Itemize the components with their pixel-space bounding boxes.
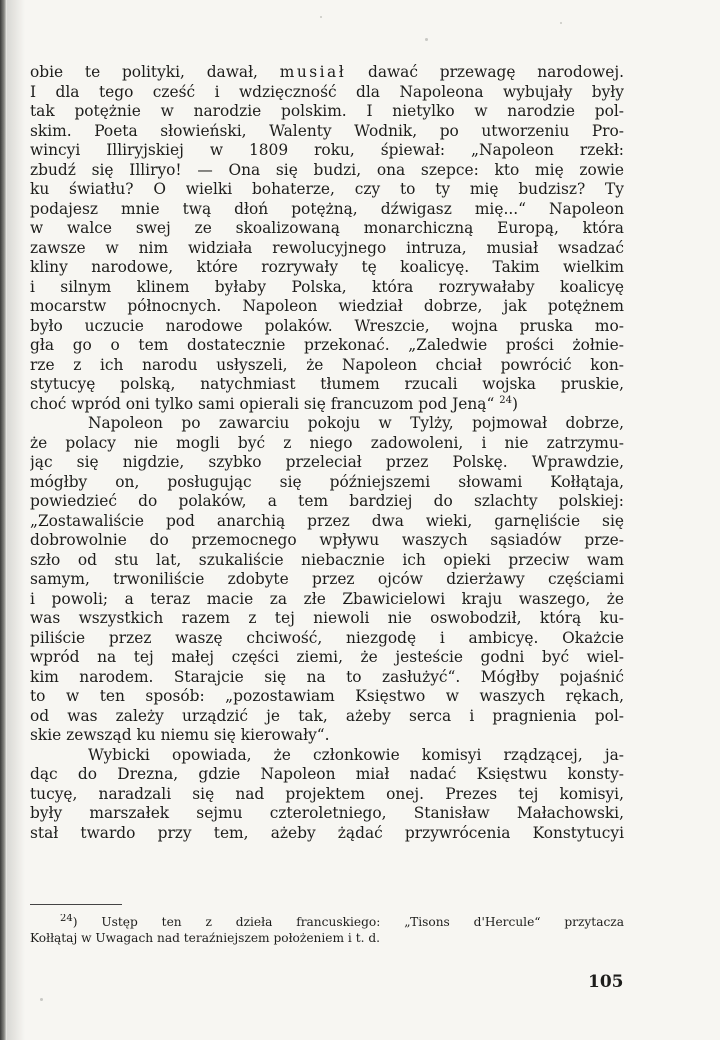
page-number: 105 <box>588 972 624 992</box>
text-line: Wybicki opowiada, że członkowie komisyi rządzącej, ja- <box>88 745 624 764</box>
binding-shadow <box>0 0 7 1040</box>
text-line: i powoli; a teraz macie za złe Zbawicielowi kraju waszego, że <box>30 589 624 608</box>
text-line: „Zostawaliście pod anarchią przez dwa wieki, garnęliście się <box>30 511 624 530</box>
text-line: mógłby on, posługując się późniejszemi słowami Kołłątaja, <box>30 472 624 491</box>
text-line: zbudź się Illiryo! — Ona się budzi, ona szepce: kto mię zowie <box>30 160 624 179</box>
text-line: dąc do Drezna, gdzie Napoleon miał nadać Księstwu konsty- <box>30 765 624 783</box>
text-line: że polacy nie mogli być z niego zadowoleni, i nie zatrzymu- <box>30 433 624 452</box>
text-line: I dla tego cześć i wdzięczność dla Napoleona wybujały były <box>30 82 624 101</box>
footnote <box>30 914 624 946</box>
text-line: rze z ich narodu usłyszeli, że Napoleon chciał powrócić kon- <box>30 355 624 374</box>
text-line: gła go o tem dostatecznie przekonać. „Zaledwie prości żołnie- <box>30 336 624 354</box>
text-line: wincyi Illiryjskiej w 1809 roku, śpiewał: „Napoleon rzekł: <box>30 141 624 159</box>
text-line: wpród na tej małej części ziemi, że jesteście godni być wiel- <box>30 648 624 666</box>
text-line: zawsze w nim widziała rewolucyjnego intruza, musiał wsadzać <box>30 238 624 257</box>
text-line: stytucyę polską, natychmiast tłumem rzucali wojska pruskie, <box>30 375 624 393</box>
text-line: były marszałek sejmu czteroletniego, Stanisław Małachowski, <box>30 804 624 822</box>
text-line: skim. Poeta słowieński, Walenty Wodnik, po utworzeniu Pro- <box>30 121 624 140</box>
paper-speck <box>425 38 428 41</box>
text-line: Napoleon po zawarciu pokoju w Tylży, pojmował dobrze, <box>88 414 624 432</box>
text-line: podajesz mnie twą dłoń potężną, dźwigasz mię...“ Napoleon <box>30 199 624 218</box>
text-line: kliny narodowe, które rozrywały tę koalicyę. Takim wielkim <box>30 258 624 276</box>
footnote-line: $^{24}$) Ustęp ten z dzieła francuskiego: „Tisons d'Hercule“ przytacza <box>60 914 624 929</box>
text-line: od was zależy urządzić je tak, ażeby serca i pragnienia pol- <box>30 706 624 725</box>
text-line: było uczucie narodowe polaków. Wreszcie, wojna pruska mo- <box>30 316 624 335</box>
text-line: w walce swej ze skoalizowaną monarchiczną Europą, która <box>30 219 624 237</box>
text-line: tucyę, naradzali się nad projektem onej. Prezes tej komisyi, <box>30 784 624 803</box>
text-line: obie te polityki, dawał, musiał dawać przewagę narodowej. <box>30 63 624 81</box>
spaced-word: musiał <box>279 63 347 81</box>
text-line: samym, trwoniliście zdobyte przez ojców dzierżawy częściami <box>30 570 624 588</box>
text-line: tak potężnie w narodzie polskim. I nietylko w narodzie pol- <box>30 102 624 120</box>
text-line: dobrowolnie do przemocnego wpływu waszych sąsiadów prze- <box>30 531 624 549</box>
text-line: ku światłu? O wielki bohaterze, czy to ty mię budzisz? Ty <box>30 180 624 198</box>
text-line: was wszystkich razem z tej niewoli nie oswobodził, którą ku- <box>30 609 624 627</box>
footnote-rule <box>30 904 122 905</box>
text-line: szło od stu lat, szukaliście niebacznie ich opieki przeciw wam <box>30 550 624 569</box>
text-line: to w ten sposób: „pozostawiam Księstwo w waszych rękach, <box>30 687 624 705</box>
footnote-reference: 24 <box>499 394 512 406</box>
text-line: mocarstw północnych. Napoleon wiedział dobrze, jak potężnem <box>30 297 624 315</box>
text-line: jąc się nigdzie, szybko przeleciał przez Polskę. Wprawdzie, <box>30 453 624 471</box>
footnote-marker: 24 <box>60 914 73 924</box>
text-line: piliście przez waszę chciwość, niezgodę i ambicyę. Okażcie <box>30 628 624 647</box>
body-text <box>30 63 624 843</box>
paper-speck <box>560 22 562 24</box>
text-line: skie zewsząd ku niemu się kierowały“. <box>30 726 330 744</box>
paper-speck <box>40 998 43 1001</box>
text-line: kim narodem. Starajcie się na to zasłużyć“. Mógłby pojaśnić <box>30 667 624 686</box>
binding-shadow-soft <box>7 0 25 1040</box>
text-line: choć wpród oni tylko sami opierali się francuzom pod Jeną“ $^{24}$) <box>30 394 518 413</box>
paper-speck <box>320 16 322 18</box>
text-line: stał twardo przy tem, ażeby żądać przywrócenia Konstytucyi <box>30 823 624 842</box>
footnote-line: Kołłątaj w Uwagach nad teraźniejszem położeniem i t. d. <box>30 931 381 945</box>
text-line: i silnym klinem byłaby Polska, która rozrywałaby koalicyę <box>30 277 624 296</box>
text-line: powiedzieć do polaków, a tem bardziej do szlachty polskiej: <box>30 492 624 510</box>
